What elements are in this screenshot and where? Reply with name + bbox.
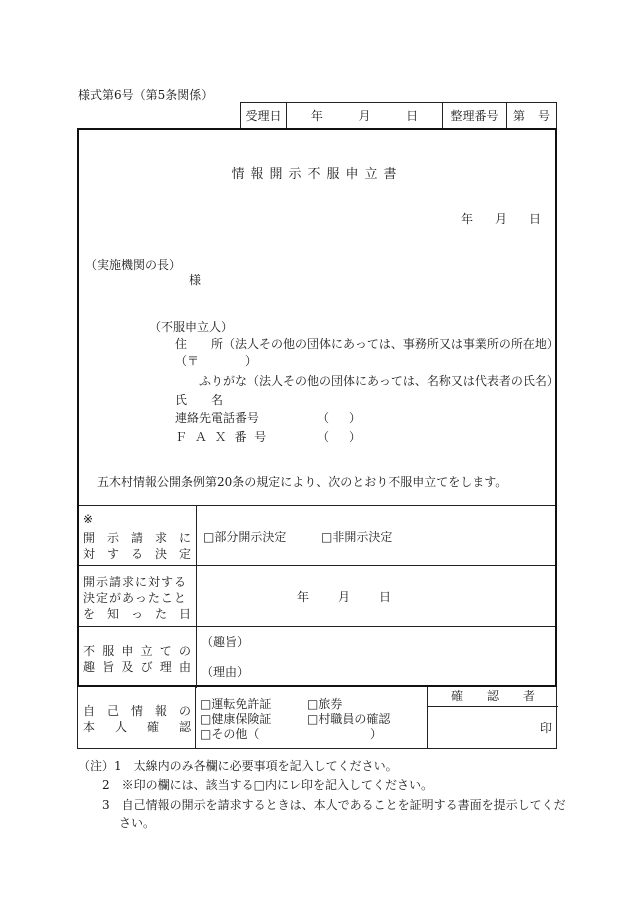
received-date-field[interactable] xyxy=(287,103,443,128)
fax-field[interactable] xyxy=(317,428,361,445)
honorific: 様 xyxy=(189,273,202,287)
decision-label-line1: 開 示 請 求 に xyxy=(83,531,191,545)
year-unit: 年 xyxy=(310,109,323,123)
other-close-paren: ） xyxy=(370,727,383,741)
address-label: 住 所 xyxy=(175,337,224,351)
ref-prefix: 第 xyxy=(513,109,526,123)
note-3: 3 自己情報の開示を請求するときは、本人であることを証明する書面を提示してくだ xyxy=(102,798,566,812)
phone-label: 連絡先電話番号 xyxy=(175,411,260,425)
furigana-note: （法人その他の団体にあっては、名称又は代表者の氏名） xyxy=(247,374,559,388)
required-mark: ※ xyxy=(83,512,94,526)
identity-verification-section xyxy=(77,687,557,749)
paren-close: ） xyxy=(348,430,361,444)
day-unit: 日 xyxy=(406,109,419,123)
form-title: 情報開示不服申立書 xyxy=(231,167,403,182)
known-date-label-line2: 決定があったこと xyxy=(83,591,187,605)
reference-number-field[interactable] xyxy=(507,103,556,128)
paren-open: （ xyxy=(317,411,330,425)
month-unit: 月 xyxy=(337,590,350,604)
application-form xyxy=(77,128,557,687)
agency-head-label: （実施機関の長） xyxy=(85,258,182,272)
grounds-label-line2: 趣 旨 及 び 理 由 xyxy=(83,660,191,674)
year-unit: 年 xyxy=(297,590,310,604)
decision-label xyxy=(79,506,197,566)
staff-confirmation-checkbox[interactable]: □村職員の確認 xyxy=(307,712,391,726)
form-number: 様式第6号（第5条関係） xyxy=(78,88,214,102)
day-unit: 日 xyxy=(528,212,541,226)
year-unit: 年 xyxy=(461,212,474,226)
identity-label xyxy=(78,687,196,748)
paren-open: （ xyxy=(317,430,330,444)
decision-row xyxy=(79,505,555,566)
application-date[interactable] xyxy=(461,210,541,227)
known-date-field[interactable] xyxy=(297,588,391,605)
phone-field[interactable] xyxy=(317,409,361,426)
statement: 五木村情報公開条例第20条の規定により、次のとおり不服申立てをします。 xyxy=(97,475,508,489)
known-date-label xyxy=(79,566,197,627)
drivers-license-checkbox[interactable]: □運転免許証 xyxy=(200,697,272,711)
address-row[interactable] xyxy=(175,335,559,352)
month-unit: 月 xyxy=(494,212,507,226)
health-insurance-checkbox[interactable]: □健康保険証 xyxy=(200,712,272,726)
known-date-label-line1: 開示請求に対する xyxy=(83,575,188,589)
received-date-label: 受理日 xyxy=(241,103,287,128)
grounds-label xyxy=(79,627,197,688)
purpose-field[interactable]: （趣旨） xyxy=(201,635,250,649)
note-1: （注）1 太線内のみ各欄に必要事項を記入してください。 xyxy=(78,759,398,773)
identity-label-line2: 本 人 確 認 xyxy=(83,720,191,734)
grounds-label-line1: 不 服 申 立 て の xyxy=(83,644,191,658)
ref-suffix: 号 xyxy=(537,109,550,123)
other-checkbox[interactable]: □その他（ xyxy=(200,727,260,741)
postal-code-field[interactable] xyxy=(175,352,257,369)
confirmer-label: 確 認 者 xyxy=(428,687,558,707)
seal-mark: 印 xyxy=(539,721,552,735)
known-date-row xyxy=(79,565,555,627)
furigana-row[interactable] xyxy=(199,372,559,389)
address-note: （法人その他の団体にあっては、事務所又は事業所の所在地） xyxy=(223,337,559,351)
month-unit: 月 xyxy=(358,109,371,123)
paren-close: ） xyxy=(348,411,361,425)
applicant-heading: （不服申立人） xyxy=(149,320,234,334)
postal-open: （〒 xyxy=(175,354,200,368)
note-3-cont: さい。 xyxy=(119,816,156,830)
receipt-table xyxy=(240,102,557,128)
passport-checkbox[interactable]: □旅券 xyxy=(307,697,343,711)
note-2: 2 ※印の欄には、該当する□内にレ印を記入してください。 xyxy=(102,778,433,792)
day-unit: 日 xyxy=(378,590,391,604)
partial-disclosure-checkbox[interactable]: □部分開示決定 xyxy=(203,530,287,544)
furigana-label: ふりがな xyxy=(199,374,248,388)
non-disclosure-checkbox[interactable]: □非開示決定 xyxy=(321,530,393,544)
name-label: 氏 名 xyxy=(175,393,224,407)
known-date-label-line3: を 知 っ た 日 xyxy=(83,607,191,621)
decision-label-line2: 対 す る 決 定 xyxy=(83,547,191,561)
reason-field[interactable]: （理由） xyxy=(201,665,250,679)
confirmer-box xyxy=(427,687,558,749)
fax-label: Ｆ Ａ Ｘ 番 号 xyxy=(175,430,269,444)
grounds-row xyxy=(79,626,555,688)
postal-close: ） xyxy=(244,354,257,368)
identity-label-line1: 自 己 情 報 の xyxy=(83,704,191,718)
reference-number-label: 整理番号 xyxy=(443,103,507,128)
